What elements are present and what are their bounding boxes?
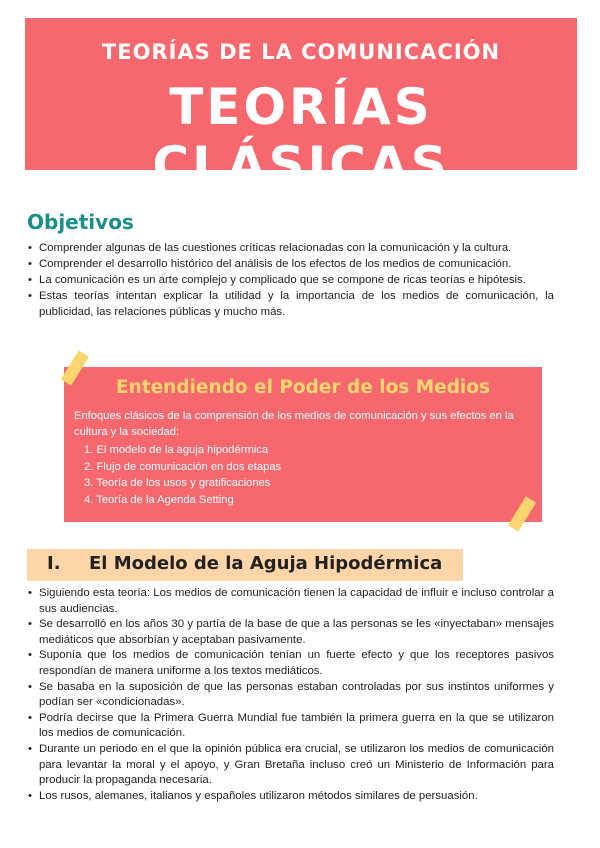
list-item: 3. Teoría de los usos y gratificaciones xyxy=(84,477,271,489)
media-power-box xyxy=(64,367,542,522)
list-item: • Suponía que los medios de comunicación tenían un fuerte efecto y que los receptores pasivos respondían de manera uniforme a los textos mediáticos. xyxy=(26,648,554,679)
list-item: • Durante un periodo en el que la opinión pública era crucial, se utilizaron los medios de comunicación para levantar la moral y el apoyo, y Gran Bretaña incluso creó un Ministerio de Información para producir la propaganda necesaria. xyxy=(26,742,554,789)
media-power-list xyxy=(84,442,281,508)
list-item: • Se desarrolló en los años 30 y partía de la base de que a las personas se les «inyectaban» mensajes mediáticos que absorbían y aceptaban pasivamente. xyxy=(26,617,554,648)
header-kicker: TEORÍAS DE LA COMUNICACIÓN xyxy=(101,40,501,64)
section-banner xyxy=(27,549,463,581)
hypodermic-needle-list xyxy=(26,586,554,804)
media-power-intro: Enfoques clásicos de la comprensión de los medios de comunicación y sus efectos en la cultura y la sociedad: xyxy=(74,410,514,438)
list-item: • Podría decirse que la Primera Guerra Mundial fue también la primera guerra en la que se utilizaron los medios de comunicación. xyxy=(26,711,554,742)
media-power-title: Entendiendo el Poder de los Medios xyxy=(115,377,490,398)
list-item: • La comunicación es un arte complejo y complicado que se compone de ricas teorías e hipótesis. xyxy=(26,272,554,288)
list-item: • Comprender el desarrollo histórico del análisis de los efectos de los medios de comunicación. xyxy=(26,256,554,272)
list-item: • Comprender algunas de las cuestiones críticas relacionadas con la comunicación y la cultura. xyxy=(26,240,554,256)
section-numeral: I. xyxy=(47,553,61,574)
objectives-heading: Objetivos xyxy=(27,210,134,234)
list-item: 1. El modelo de la aguja hipodérmica xyxy=(84,444,269,456)
header-banner xyxy=(25,18,577,194)
page-title: TEORÍAS CLÁSICAS xyxy=(152,78,450,194)
list-item: • Los rusos, alemanes, italianos y españoles utilizaron métodos similares de persuasión. xyxy=(26,789,554,805)
list-item: • Se basaba en la suposición de que las personas estaban controladas por sus instintos uniformes y podían ser «condicionadas». xyxy=(26,680,554,711)
section-title: El Modelo de la Aguja Hipodérmica xyxy=(89,553,443,574)
list-item: • Estas teorías intentan explicar la utilidad y la importancia de los medios de comunicación, la publicidad, las relaciones públicas y mucho más. xyxy=(26,288,554,320)
list-item: 2. Flujo de comunicación en dos etapas xyxy=(84,460,282,473)
objectives-list xyxy=(26,240,554,320)
list-item: • Siguiendo esta teoría: Los medios de comunicación tienen la capacidad de influir e incluso controlar a sus audiencias. xyxy=(26,586,554,617)
list-item: 4. Teoría de la Agenda Setting xyxy=(84,493,234,506)
